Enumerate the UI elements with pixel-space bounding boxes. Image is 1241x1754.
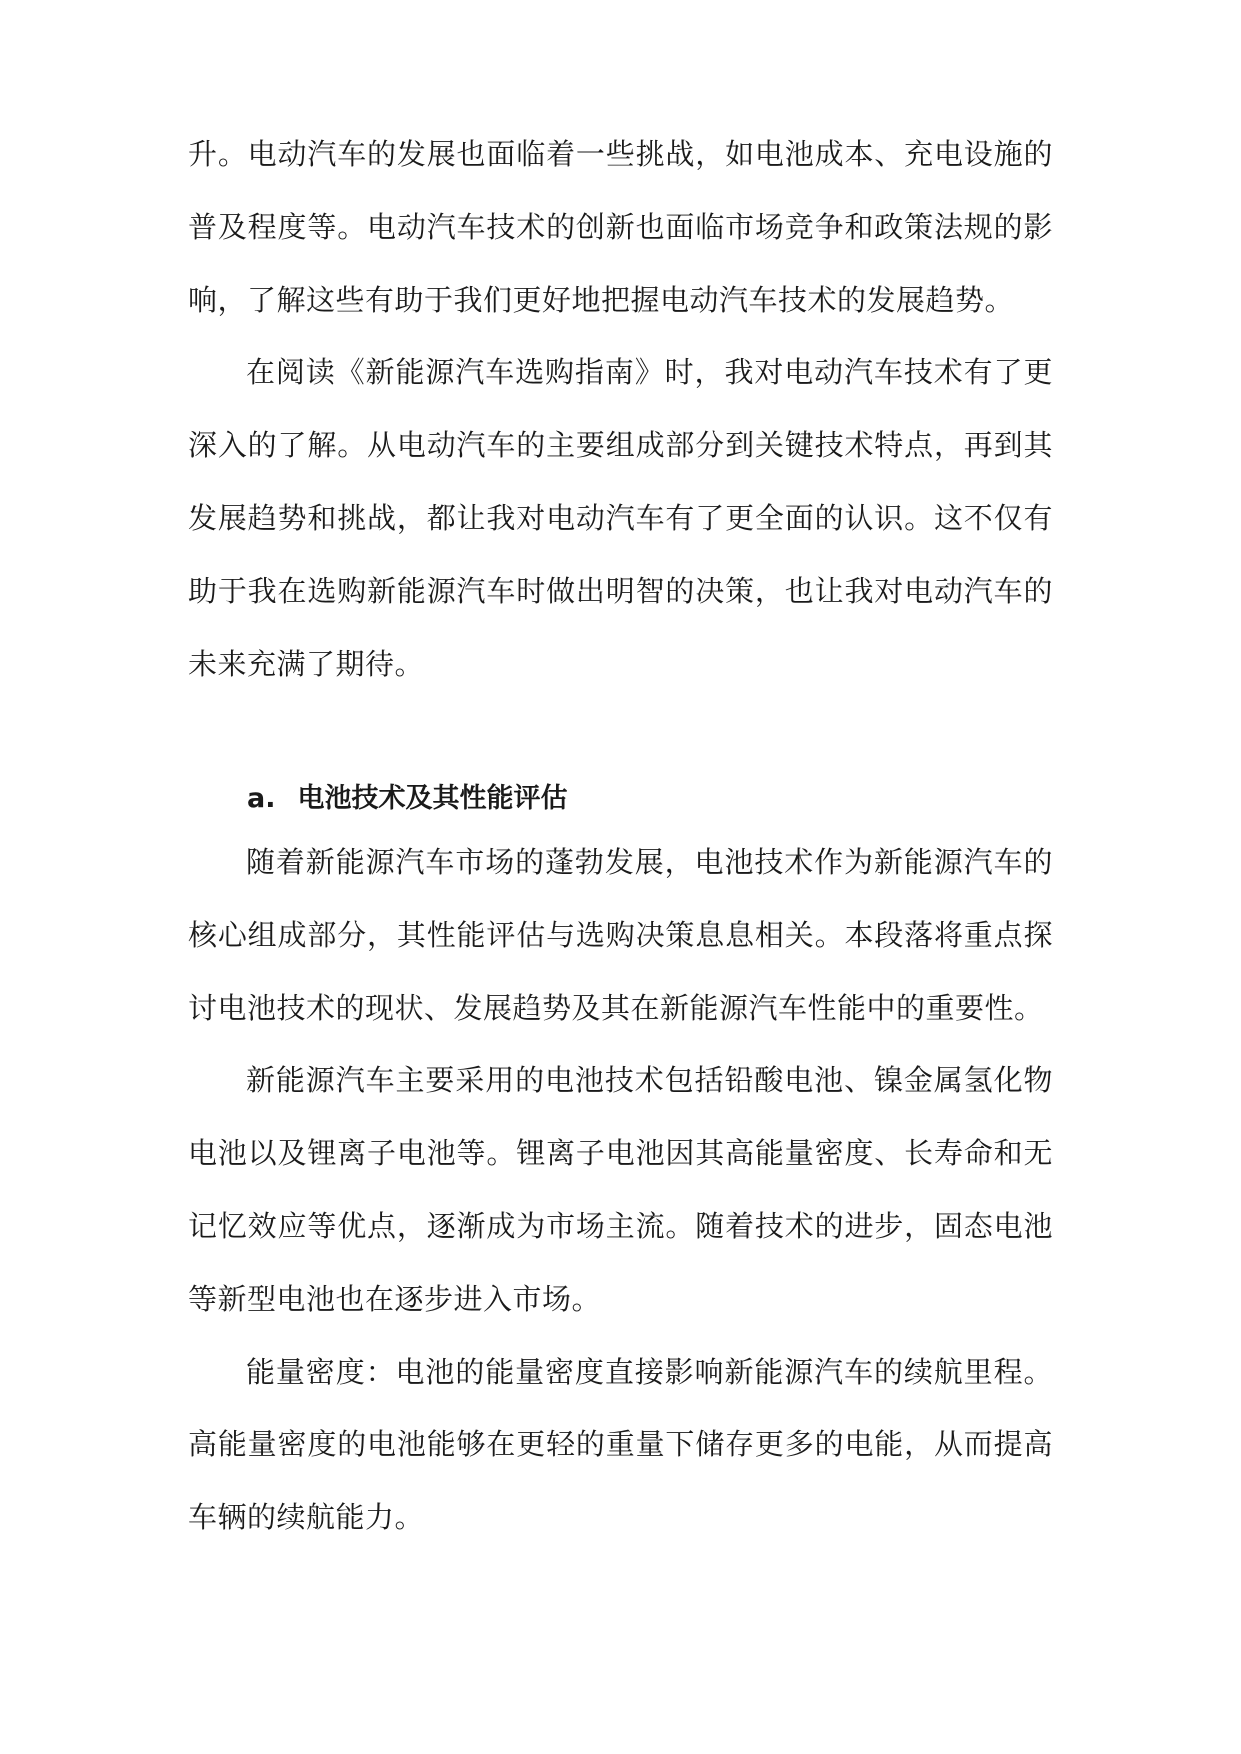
paragraph-continuation: 升。电动汽车的发展也面临着一些挑战，如电池成本、充电设施的普及程度等。电动汽车技术的创新也面临市场竞争和政策法规的影响，了解这些有助于我们更好地把握电动汽车技术的发展趋势。 [188, 137, 1053, 317]
intro-section [188, 118, 1053, 700]
section-heading [247, 779, 567, 819]
paragraph-reading-reflection: 在阅读《新能源汽车选购指南》时，我对电动汽车技术有了更深入的了解。从电动汽车的主要组成部分到关键技术特点，再到其发展趋势和挑战，都让我对电动汽车有了更全面的认识。这不仅有助于我在选购新能源汽车时做出明智的决策，也让我对电动汽车的未来充满了期待。 [188, 355, 1053, 681]
paragraph-battery-types: 新能源汽车主要采用的电池技术包括铅酸电池、镍金属氢化物电池以及锂离子电池等。锂离子电池因其高能量密度、长寿命和无记忆效应等优点，逐渐成为市场主流。随着技术的进步，固态电池等新型电池也在逐步进入市场。 [188, 1063, 1053, 1316]
section-title: 电池技术及其性能评估 [297, 783, 568, 814]
section-marker: a. [247, 783, 276, 814]
paragraph-battery-intro: 随着新能源汽车市场的蓬勃发展，电池技术作为新能源汽车的核心组成部分，其性能评估与选购决策息息相关。本段落将重点探讨电池技术的现状、发展趋势及其在新能源汽车性能中的重要性。 [188, 845, 1053, 1025]
paragraph-energy-density: 能量密度：电池的能量密度直接影响新能源汽车的续航里程。高能量密度的电池能够在更轻的重量下储存更多的电能，从而提高车辆的续航能力。 [188, 1354, 1053, 1535]
battery-section [188, 826, 1053, 1554]
